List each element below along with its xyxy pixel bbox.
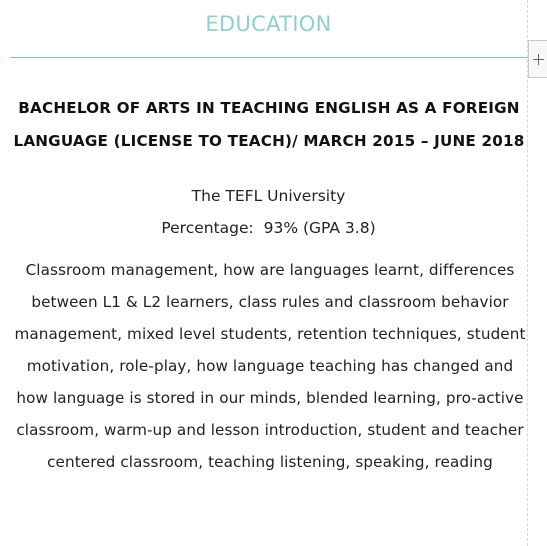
section-title: EDUCATION	[205, 12, 332, 36]
plus-icon	[533, 54, 544, 65]
course-description: Classroom management, how are languages learnt, differences between L1 & L2 learners, class rules and classroom behavior management, mixed level students, retention techniques, student motivation, role-play, how language teaching has changed and how language is stored in our minds, blended learning, pro-active classroom, warm-up and lesson introduction, student and teacher centered classroom, teaching listening, speaking, reading	[14, 261, 526, 471]
institution-name: The TEFL University	[191, 187, 346, 205]
degree-title: BACHELOR OF ARTS IN TEACHING ENGLISH AS A FOREIGN LANGUAGE (LICENSE TO TEACH)/ MARCH 2015 – JUNE 2018	[13, 99, 525, 150]
add-section-button[interactable]	[528, 40, 547, 78]
percentage-line: Percentage: 93% (GPA 3.8)	[161, 219, 376, 237]
page-margin-line	[527, 0, 528, 546]
section-divider	[10, 57, 527, 58]
